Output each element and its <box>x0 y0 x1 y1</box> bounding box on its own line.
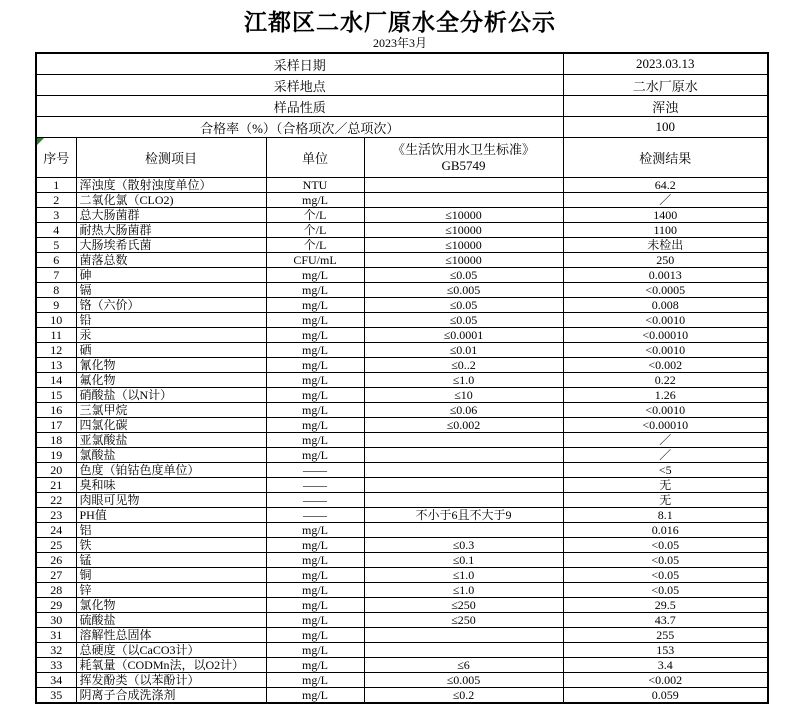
item-name: 氯化物 <box>76 598 266 613</box>
item-name: 大肠埃希氏菌 <box>76 238 266 253</box>
row-number: 30 <box>36 613 76 628</box>
item-standard: ≤1.0 <box>364 568 563 583</box>
item-unit: mg/L <box>266 328 364 343</box>
item-result: <0.05 <box>563 538 768 553</box>
item-standard: ≤0.005 <box>364 283 563 298</box>
table-row <box>36 328 768 343</box>
item-standard: ≤250 <box>364 598 563 613</box>
item-standard <box>364 643 563 658</box>
row-number: 5 <box>36 238 76 253</box>
item-standard: ≤250 <box>364 613 563 628</box>
info-section <box>36 53 768 138</box>
item-unit: mg/L <box>266 643 364 658</box>
item-unit: —— <box>266 463 364 478</box>
row-number: 7 <box>36 268 76 283</box>
table-row <box>36 493 768 508</box>
item-name: 铅 <box>76 313 266 328</box>
item-unit: mg/L <box>266 538 364 553</box>
item-unit: —— <box>266 508 364 523</box>
table-row <box>36 598 768 613</box>
header-item: 检测项目 <box>76 138 266 178</box>
row-number: 1 <box>36 178 76 193</box>
item-standard: ≤10000 <box>364 208 563 223</box>
item-result: <5 <box>563 463 768 478</box>
item-standard: ≤10000 <box>364 223 563 238</box>
item-unit: mg/L <box>266 583 364 598</box>
item-name: 阴离子合成洗涤剂 <box>76 688 266 704</box>
item-standard: ≤1.0 <box>364 373 563 388</box>
table-row <box>36 358 768 373</box>
item-name: 硒 <box>76 343 266 358</box>
item-name: 肉眼可见物 <box>76 493 266 508</box>
analysis-table <box>35 52 769 704</box>
item-name: 四氯化碳 <box>76 418 266 433</box>
item-unit: mg/L <box>266 448 364 463</box>
item-standard <box>364 493 563 508</box>
item-standard: ≤0.3 <box>364 538 563 553</box>
item-result: <0.0010 <box>563 343 768 358</box>
table-row <box>36 448 768 463</box>
table-row <box>36 523 768 538</box>
item-name: 硝酸盐（以N计） <box>76 388 266 403</box>
row-number: 25 <box>36 538 76 553</box>
item-standard <box>364 628 563 643</box>
item-standard: ≤0.2 <box>364 688 563 704</box>
item-name: 三氯甲烷 <box>76 403 266 418</box>
item-result: 255 <box>563 628 768 643</box>
table-row <box>36 223 768 238</box>
table-row <box>36 418 768 433</box>
item-result: 3.4 <box>563 658 768 673</box>
item-unit: mg/L <box>266 343 364 358</box>
item-standard: ≤1.0 <box>364 583 563 598</box>
item-standard <box>364 193 563 208</box>
row-number: 35 <box>36 688 76 704</box>
item-standard <box>364 433 563 448</box>
item-result: <0.0010 <box>563 403 768 418</box>
row-number: 3 <box>36 208 76 223</box>
row-number: 32 <box>36 643 76 658</box>
excel-error-indicator-icon <box>37 138 44 145</box>
item-unit: mg/L <box>266 673 364 688</box>
item-standard <box>364 448 563 463</box>
row-number: 16 <box>36 403 76 418</box>
item-unit: mg/L <box>266 268 364 283</box>
row-number: 12 <box>36 343 76 358</box>
row-number: 19 <box>36 448 76 463</box>
item-result: <0.0010 <box>563 313 768 328</box>
item-name: 挥发酚类（以苯酚计） <box>76 673 266 688</box>
item-name: 锌 <box>76 583 266 598</box>
item-unit: NTU <box>266 178 364 193</box>
header-unit: 单位 <box>266 138 364 178</box>
table-row <box>36 463 768 478</box>
item-standard <box>364 523 563 538</box>
item-result: 1400 <box>563 208 768 223</box>
item-unit: 个/L <box>266 208 364 223</box>
item-result: 1100 <box>563 223 768 238</box>
header-row <box>36 138 768 178</box>
table-row <box>36 283 768 298</box>
item-result: 未检出 <box>563 238 768 253</box>
info-value: 二水厂原水 <box>563 75 768 96</box>
item-result: 1.26 <box>563 388 768 403</box>
item-name: 汞 <box>76 328 266 343</box>
row-number: 31 <box>36 628 76 643</box>
item-unit: mg/L <box>266 568 364 583</box>
table-row <box>36 193 768 208</box>
item-standard: ≤10000 <box>364 238 563 253</box>
item-unit: mg/L <box>266 433 364 448</box>
item-result: 0.22 <box>563 373 768 388</box>
item-result: 8.1 <box>563 508 768 523</box>
item-standard <box>364 178 563 193</box>
item-unit: mg/L <box>266 298 364 313</box>
item-unit: mg/L <box>266 658 364 673</box>
header-no <box>36 138 76 178</box>
item-result: 29.5 <box>563 598 768 613</box>
row-number: 4 <box>36 223 76 238</box>
item-result: <0.05 <box>563 553 768 568</box>
item-result: <0.0005 <box>563 283 768 298</box>
item-standard: ≤6 <box>364 658 563 673</box>
row-number: 23 <box>36 508 76 523</box>
item-name: 铬（六价） <box>76 298 266 313</box>
item-standard: ≤0.06 <box>364 403 563 418</box>
row-number: 20 <box>36 463 76 478</box>
table-row <box>36 613 768 628</box>
report-month: 2023年3月 <box>372 36 427 50</box>
info-row-sample-date <box>36 53 768 75</box>
table-row <box>36 238 768 253</box>
analysis-table-body <box>36 178 768 704</box>
item-result: <0.00010 <box>563 418 768 433</box>
row-number: 14 <box>36 373 76 388</box>
item-standard: ≤0.1 <box>364 553 563 568</box>
item-result: 0.008 <box>563 298 768 313</box>
item-name: 臭和味 <box>76 478 266 493</box>
table-row <box>36 388 768 403</box>
item-name: 氯酸盐 <box>76 448 266 463</box>
item-standard: ≤0.01 <box>364 343 563 358</box>
item-unit: mg/L <box>266 283 364 298</box>
table-row <box>36 508 768 523</box>
item-unit: mg/L <box>266 313 364 328</box>
item-result: ／ <box>563 433 768 448</box>
table-row <box>36 658 768 673</box>
item-unit: mg/L <box>266 523 364 538</box>
item-result: <0.002 <box>563 673 768 688</box>
item-result: ／ <box>563 448 768 463</box>
item-unit: mg/L <box>266 613 364 628</box>
item-unit: mg/L <box>266 388 364 403</box>
item-name: 锰 <box>76 553 266 568</box>
item-unit: —— <box>266 478 364 493</box>
table-row <box>36 553 768 568</box>
page-title: 江都区二水厂原水全分析公示 <box>244 9 556 35</box>
table-row <box>36 433 768 448</box>
item-unit: mg/L <box>266 598 364 613</box>
item-unit: —— <box>266 493 364 508</box>
info-label: 样品性质 <box>36 96 563 117</box>
item-name: 砷 <box>76 268 266 283</box>
item-result: 0.016 <box>563 523 768 538</box>
item-name: 色度（铂钴色度单位） <box>76 463 266 478</box>
row-number: 8 <box>36 283 76 298</box>
info-label: 采样地点 <box>36 75 563 96</box>
row-number: 2 <box>36 193 76 208</box>
info-value: 100 <box>563 117 768 138</box>
table-row <box>36 208 768 223</box>
item-result: ／ <box>563 193 768 208</box>
row-number: 9 <box>36 298 76 313</box>
table-row <box>36 643 768 658</box>
item-unit: mg/L <box>266 418 364 433</box>
table-row <box>36 178 768 193</box>
table-row <box>36 673 768 688</box>
item-name: 总大肠菌群 <box>76 208 266 223</box>
table-row <box>36 538 768 553</box>
item-unit: mg/L <box>266 553 364 568</box>
item-standard: ≤0.0001 <box>364 328 563 343</box>
item-name: 浑浊度（散射浊度单位） <box>76 178 266 193</box>
header-standard-line1: 《生活饮用水卫生标准》 <box>392 141 536 157</box>
item-unit: mg/L <box>266 403 364 418</box>
row-number: 28 <box>36 583 76 598</box>
table-row <box>36 253 768 268</box>
item-name: 铝 <box>76 523 266 538</box>
info-label: 采样日期 <box>36 53 563 75</box>
row-number: 11 <box>36 328 76 343</box>
item-unit: CFU/mL <box>266 253 364 268</box>
row-number: 24 <box>36 523 76 538</box>
item-result: 250 <box>563 253 768 268</box>
row-number: 17 <box>36 418 76 433</box>
table-row <box>36 268 768 283</box>
item-standard: ≤10 <box>364 388 563 403</box>
item-result: 64.2 <box>563 178 768 193</box>
item-name: 氟化物 <box>76 373 266 388</box>
item-name: 耗氧量（CODMn法，以O2计） <box>76 658 266 673</box>
item-unit: mg/L <box>266 358 364 373</box>
item-result: <0.00010 <box>563 328 768 343</box>
row-number: 34 <box>36 673 76 688</box>
item-result: 0.0013 <box>563 268 768 283</box>
item-result: 无 <box>563 493 768 508</box>
item-result: <0.002 <box>563 358 768 373</box>
item-name: 耐热大肠菌群 <box>76 223 266 238</box>
info-row-pass-rate <box>36 117 768 138</box>
row-number: 26 <box>36 553 76 568</box>
header-result: 检测结果 <box>563 138 768 178</box>
row-number: 6 <box>36 253 76 268</box>
item-result: <0.05 <box>563 568 768 583</box>
table-row <box>36 298 768 313</box>
header-standard <box>364 138 563 178</box>
item-name: 菌落总数 <box>76 253 266 268</box>
item-unit: 个/L <box>266 238 364 253</box>
header-no-label: 序号 <box>43 151 70 166</box>
table-row <box>36 583 768 598</box>
table-row <box>36 628 768 643</box>
info-row-sample-location <box>36 75 768 96</box>
table-row <box>36 568 768 583</box>
item-name: 铜 <box>76 568 266 583</box>
item-unit: mg/L <box>266 193 364 208</box>
item-result: <0.05 <box>563 583 768 598</box>
item-standard <box>364 478 563 493</box>
item-standard: ≤0.002 <box>364 418 563 433</box>
item-standard: ≤0.05 <box>364 313 563 328</box>
table-row <box>36 313 768 328</box>
item-standard: ≤0.005 <box>364 673 563 688</box>
table-row <box>36 688 768 704</box>
row-number: 33 <box>36 658 76 673</box>
info-row-sample-nature <box>36 96 768 117</box>
item-result: 43.7 <box>563 613 768 628</box>
table-row <box>36 373 768 388</box>
item-name: 铁 <box>76 538 266 553</box>
item-name: 溶解性总固体 <box>76 628 266 643</box>
info-value: 2023.03.13 <box>563 53 768 75</box>
item-standard: ≤10000 <box>364 253 563 268</box>
item-result: 153 <box>563 643 768 658</box>
item-name: 二氧化氯（CLO2) <box>76 193 266 208</box>
item-standard: ≤0.05 <box>364 298 563 313</box>
item-standard <box>364 463 563 478</box>
item-name: PH值 <box>76 508 266 523</box>
item-result: 0.059 <box>563 688 768 704</box>
info-label: 合格率（%）（合格项次／总项次） <box>36 117 563 138</box>
item-name: 氰化物 <box>76 358 266 373</box>
row-number: 15 <box>36 388 76 403</box>
row-number: 21 <box>36 478 76 493</box>
table-row <box>36 478 768 493</box>
row-number: 13 <box>36 358 76 373</box>
item-unit: mg/L <box>266 628 364 643</box>
table-row <box>36 403 768 418</box>
row-number: 18 <box>36 433 76 448</box>
item-name: 亚氯酸盐 <box>76 433 266 448</box>
row-number: 10 <box>36 313 76 328</box>
item-standard: 不小于6且不大于9 <box>364 508 563 523</box>
header-standard-line2: GB5749 <box>441 157 486 173</box>
item-unit: mg/L <box>266 688 364 704</box>
item-result: 无 <box>563 478 768 493</box>
item-unit: 个/L <box>266 223 364 238</box>
item-name: 硫酸盐 <box>76 613 266 628</box>
item-standard: ≤0.05 <box>364 268 563 283</box>
item-unit: mg/L <box>266 373 364 388</box>
row-number: 27 <box>36 568 76 583</box>
item-name: 镉 <box>76 283 266 298</box>
item-standard: ≤0..2 <box>364 358 563 373</box>
info-value: 浑浊 <box>563 96 768 117</box>
item-name: 总硬度（以CaCO3计） <box>76 643 266 658</box>
row-number: 22 <box>36 493 76 508</box>
row-number: 29 <box>36 598 76 613</box>
table-row <box>36 343 768 358</box>
